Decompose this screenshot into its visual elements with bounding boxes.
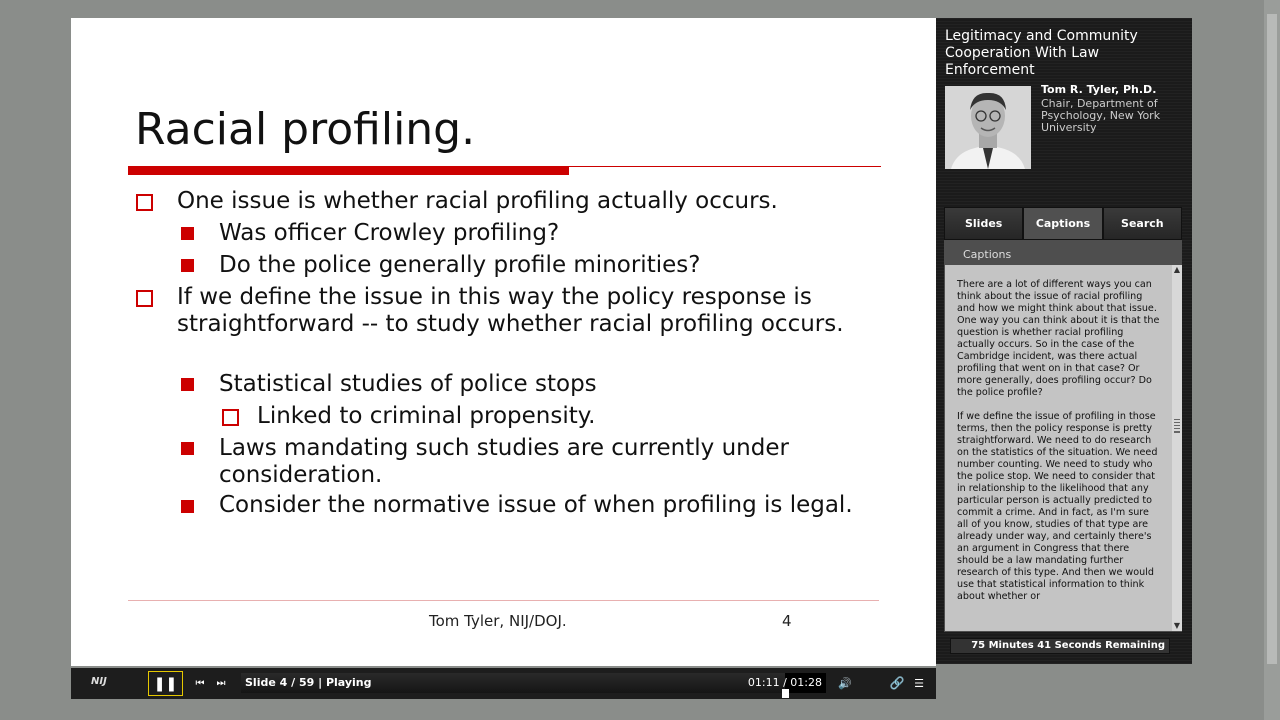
presenter-photo	[945, 86, 1031, 169]
bullet-level2: Statistical studies of police stops	[219, 371, 597, 397]
caption-paragraph: If we define the issue of profiling in those terms, then the policy response is pretty straightforward. We need to do research on the statistics of the situation. We need number counting. We need to study who the police stop. We need to consider that in relationship to the likelihood that any particular person is actually predicted to commit a crime. And in fact, as I'm sure all of you know, studies of that type are already under way, and certainly there's an argument in Congress that there should be a law mandating further research of this type. And then we would use that statistical information to think about whether or	[957, 411, 1158, 602]
volume-button[interactable]	[837, 675, 853, 691]
bullet-level3: Linked to criminal propensity.	[257, 403, 596, 429]
scroll-up-icon[interactable]: ▲	[1173, 265, 1181, 274]
captions-text-area[interactable]	[945, 265, 1172, 631]
bullet-marker-box	[222, 409, 239, 426]
paperclip-icon: 🔗	[889, 676, 905, 690]
pause-button[interactable]	[148, 671, 183, 696]
footer-divider	[128, 600, 879, 601]
bullet-marker-square	[181, 500, 194, 513]
bullet-marker-square	[181, 442, 194, 455]
window-scrollbar[interactable]	[1264, 0, 1280, 720]
seek-handle[interactable]	[782, 689, 789, 698]
presenter-name: Tom R. Tyler, Ph.D.	[1041, 83, 1157, 96]
time-remaining-bar	[950, 638, 1170, 654]
speaker-icon: 🔊	[838, 676, 852, 690]
bullet-level2: Was officer Crowley profiling?	[219, 220, 560, 246]
slide-title: Racial profiling.	[135, 104, 476, 155]
bullet-level1: One issue is whether racial profiling actually occurs.	[177, 188, 778, 214]
side-panel	[936, 18, 1192, 664]
caption-paragraph: There are a lot of different ways you can think about the issue of racial profiling and how we might think about that issue. One way you can think about it is that the question is whether racial profiling actually occurs. So in the case of the Cambridge incident, was there actual profiling that went on in that case? Or more generally, does profiling occur? Do the police profile?	[957, 279, 1160, 398]
bullet-level2: Consider the normative issue of when profiling is legal.	[219, 492, 853, 518]
menu-button[interactable]	[911, 675, 927, 691]
next-slide-button[interactable]	[213, 675, 229, 691]
slide-status: Slide 4 / 59 | Playing	[245, 676, 372, 689]
bullet-marker-square	[181, 378, 194, 391]
bullet-level2: Do the police generally profile minorities?	[219, 252, 701, 278]
bullet-marker-square	[181, 259, 194, 272]
slide-footer: Tom Tyler, NIJ/DOJ.	[429, 612, 567, 630]
scroll-thumb[interactable]	[1174, 419, 1180, 433]
title-underline	[128, 164, 881, 176]
captions-header: Captions	[963, 248, 1012, 261]
scroll-down-icon[interactable]: ▼	[1173, 621, 1181, 630]
playback-time: 01:11 / 01:28	[747, 676, 822, 689]
captions-panel	[944, 240, 1182, 632]
nij-logo: NIJ	[91, 676, 107, 687]
attachments-button[interactable]	[889, 675, 905, 691]
slide-canvas	[71, 18, 936, 666]
window-scroll-thumb[interactable]	[1267, 14, 1277, 664]
bullet-marker-square	[181, 227, 194, 240]
skip-back-icon: ⏮	[195, 677, 205, 689]
tab-captions[interactable]: Captions	[1023, 207, 1102, 240]
skip-forward-icon: ⏭	[216, 677, 226, 689]
pause-icon: ❚❚	[153, 675, 178, 692]
list-icon: ☰	[914, 676, 924, 690]
tab-search[interactable]: Search	[1103, 207, 1182, 240]
bullet-marker-box	[136, 290, 153, 307]
bullet-marker-box	[136, 194, 153, 211]
seek-bar[interactable]	[241, 673, 826, 693]
previous-slide-button[interactable]	[192, 675, 208, 691]
player-controls	[71, 668, 936, 699]
bullet-level1: If we define the issue in this way the policy response is straightforward -- to study whether racial profiling occurs.	[177, 284, 844, 337]
bullet-level2: Laws mandating such studies are currently under consideration.	[219, 435, 789, 488]
slide-number: 4	[782, 612, 792, 630]
time-remaining-text: 75 Minutes 41 Seconds Remaining	[971, 640, 1165, 651]
course-title: Legitimacy and Community Cooperation With Law Enforcement	[945, 28, 1138, 78]
tab-slides[interactable]: Slides	[944, 207, 1023, 240]
captions-scrollbar[interactable]	[1172, 265, 1182, 631]
presenter-role: Chair, Department of Psychology, New York University	[1041, 97, 1161, 134]
panel-tabs	[944, 207, 1182, 240]
